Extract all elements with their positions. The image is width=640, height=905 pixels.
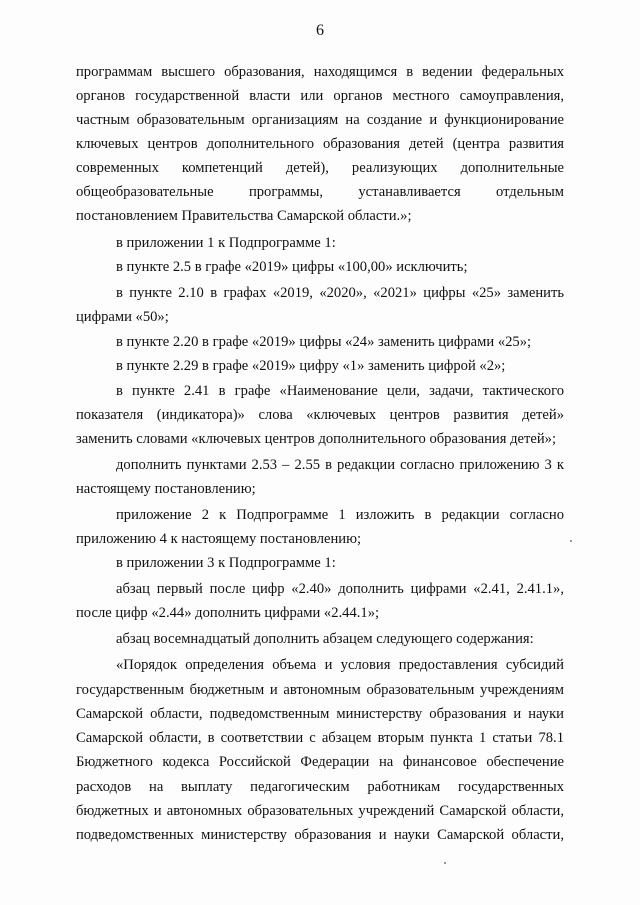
text-line: Самарской области, в соответствии с абзацем вторым пункта 1 статьи 78.1: [76, 730, 564, 746]
text-line: абзац первый после цифр «2.40» дополнить цифрами «2.41, 2.41.1»,: [116, 581, 564, 597]
text-line: после цифр «2.44» дополнить цифрами «2.44.1»;: [76, 605, 380, 621]
text-line: государственным бюджетным и автономным образовательным учреждениям: [76, 682, 564, 698]
text-line: приложению 4 к настоящему постановлению;: [76, 531, 362, 547]
text-line: приложение 2 к Подпрограмме 1 изложить в редакции согласно: [116, 507, 564, 523]
text-line: в пункте 2.10 в графах «2019, «2020», «2021» цифры «25» заменить: [116, 285, 564, 301]
text-line: Бюджетного кодекса Российской Федерации на финансовое обеспечение: [76, 754, 564, 770]
text-line: цифрами «50»;: [76, 309, 169, 325]
scan-speck: [570, 540, 572, 542]
text-line: подведомственных министерству образования и науки Самарской области,: [76, 827, 564, 843]
text-line: программам высшего образования, находящимся в ведении федеральных: [76, 64, 564, 80]
text-line: частным образовательным организациям на создание и функционирование: [76, 112, 564, 128]
text-line: современных компетенций детей), реализующих дополнительные: [76, 160, 564, 176]
text-line: абзац восемнадцатый дополнить абзацем следующего содержания:: [116, 631, 534, 647]
text-line: ключевых центров дополнительного образования детей (центра развития: [76, 136, 564, 152]
text-line: в приложении 3 к Подпрограмме 1:: [116, 555, 336, 571]
text-line: «Порядок определения объема и условия предоставления субсидий: [116, 657, 564, 673]
text-line: дополнить пунктами 2.53 – 2.55 в редакции согласно приложению 3 к: [116, 457, 564, 473]
scan-speck: [444, 862, 446, 864]
text-line: в пункте 2.20 в графе «2019» цифры «24» заменить цифрами «25»;: [116, 334, 532, 350]
text-line: заменить словами «ключевых центров дополнительного образования детей»;: [76, 431, 556, 447]
text-line: в приложении 1 к Подпрограмме 1:: [116, 235, 336, 251]
text-line: настоящему постановлению;: [76, 481, 256, 497]
text-line: Самарской области, подведомственным министерству образования и науки: [76, 706, 564, 722]
text-line: бюджетных и автономных образовательных учреждений Самарской области,: [76, 803, 564, 819]
text-line: общеобразовательные программы, устанавливается отдельным: [76, 184, 564, 200]
text-line: расходов на выплату педагогическим работникам государственных: [76, 779, 564, 795]
page-number: 6: [316, 22, 324, 39]
text-line: в пункте 2.5 в графе «2019» цифры «100,00» исключить;: [116, 259, 468, 275]
text-line: в пункте 2.41 в графе «Наименование цели, задачи, тактического: [116, 383, 564, 399]
text-line: органов государственной власти или органов местного самоуправления,: [76, 88, 564, 104]
text-line: показателя (индикатора)» слова «ключевых центров развития детей»: [76, 407, 564, 423]
text-line: в пункте 2.29 в графе «2019» цифру «1» заменить цифрой «2»;: [116, 358, 506, 374]
text-line: постановлением Правительства Самарской области.»;: [76, 208, 412, 224]
